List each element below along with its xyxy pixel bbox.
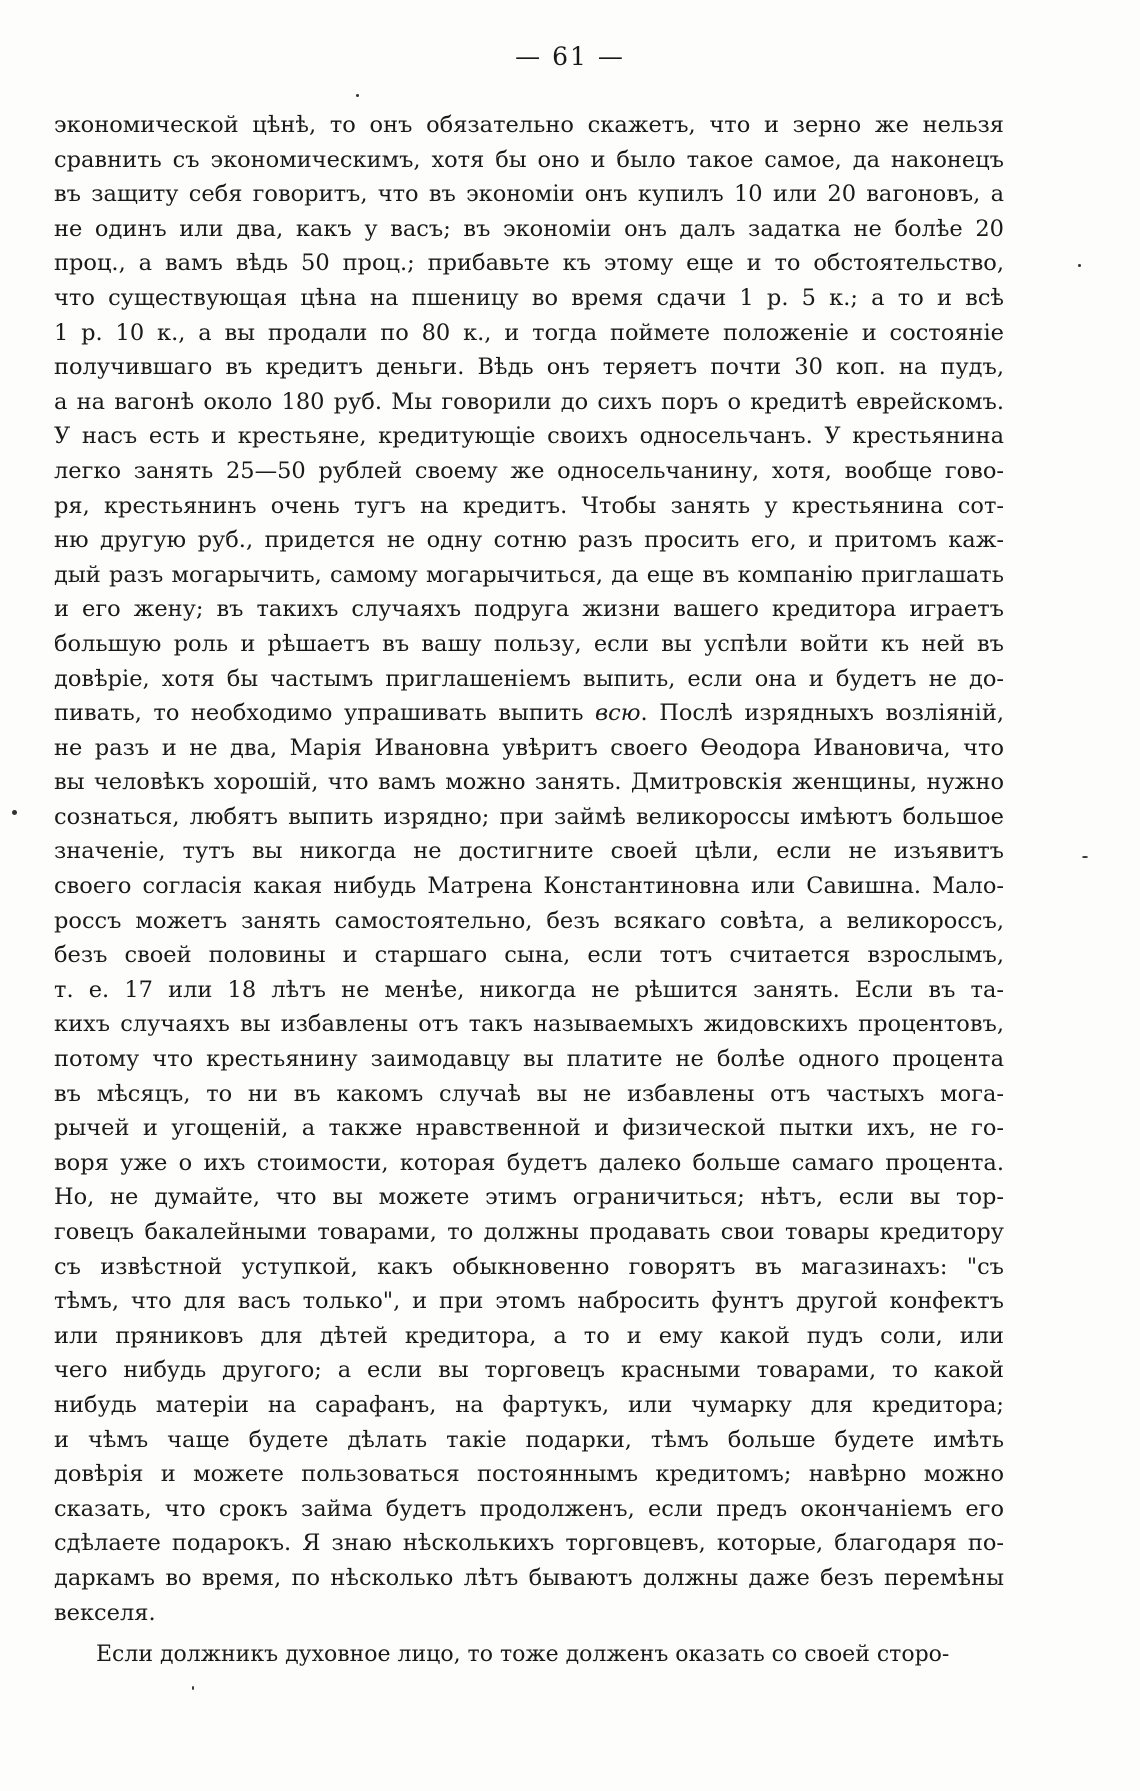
body-text — [54, 108, 1004, 1673]
scan-speck — [1082, 856, 1088, 858]
text-line: не одинъ или два, какъ у васъ; въ экономіи онъ далъ задатка не болѣе 20 — [54, 215, 1004, 242]
text-line: рычей и угощеній, а также нравственной и физической пытки ихъ, не го- — [54, 1115, 1004, 1142]
scan-speck — [1078, 264, 1081, 267]
text-line: довѣрія и можете пользоваться постояннымъ кредитомъ; навѣрно можно — [54, 1461, 1004, 1488]
text-line: Но, не думайте, что вы можете этимъ ограничиться; нѣтъ, если вы тор- — [54, 1184, 1004, 1211]
text-line: значеніе, тутъ вы никогда не достигните своей цѣли, если не изъявитъ — [54, 838, 1004, 865]
text-line: вы человѣкъ хорошій, что вамъ можно занять. Дмитровскія женщины, нужно — [54, 769, 1004, 796]
text-line: и чѣмъ чаще будете дѣлать такіе подарки, тѣмъ больше будете имѣть — [54, 1426, 1004, 1453]
text-line: ню другую руб., придется не одну сотню разъ просить его, и притомъ каж- — [54, 527, 1004, 554]
paragraph-1 — [54, 108, 1004, 1630]
text-line: говецъ бакалейными товарами, то должны продавать свои товары кредитору — [54, 1219, 1004, 1245]
text-line: чего нибудь другого; а если вы торговецъ красными товарами, то какой — [54, 1357, 1004, 1384]
page-number: — 61 — — [515, 42, 625, 71]
text-line: своего согласія какая нибудь Матрена Константиновна или Савишна. Мало- — [54, 873, 1004, 900]
emphasized-word: всю — [595, 700, 641, 727]
text-line: нибудь матеріи на сарафанъ, на фартукъ, или чумарку для кредитора; — [54, 1391, 1004, 1418]
text-line: сказать, что срокъ займа будетъ продолженъ, если предъ окончаніемъ его — [54, 1495, 1004, 1522]
text-line: сравнить съ экономическимъ, хотя бы оно и было такое самое, да наконецъ — [54, 146, 1004, 173]
text-line: и его жену; въ такихъ случаяхъ подруга жизни вашего кредитора играетъ — [54, 596, 1004, 623]
text-line: что существующая цѣна на пшеницу во время сдачи 1 р. 5 к.; а то и всѣ — [54, 284, 1004, 311]
text-line: Если должникъ духовное лицо, то тоже долженъ оказать со своей сторо- — [96, 1642, 950, 1668]
text-line: большую роль и рѣшаетъ въ вашу пользу, если вы успѣли войти къ ней въ — [54, 630, 1004, 657]
text-line: безъ своей половины и старшаго сына, если тотъ считается взрослымъ, — [54, 942, 1004, 969]
text-line: пивать, то необходимо упрашивать выпить всю. Послѣ изрядныхъ возліяній, — [54, 700, 1004, 727]
text-line: У насъ есть и крестьяне, кредитующіе своихъ односельчанъ. У крестьянина — [54, 423, 1004, 450]
text-line: легко занять 25—50 рублей своему же односельчанину, хотя, вообще гово- — [54, 457, 1004, 484]
paragraph-gap — [54, 1630, 1004, 1638]
text-line: ря, крестьянинъ очень тугъ на кредитъ. Чтобы занять у крестьянина сот- — [54, 492, 1004, 519]
text-line: получившаго въ кредитъ деньги. Вѣдь онъ теряетъ почти 30 коп. на пудъ, — [54, 354, 1004, 381]
text-line: съ извѣстной уступкой, какъ обыкновенно говорятъ въ магазинахъ: "съ — [54, 1253, 1004, 1280]
text-line: векселя. — [54, 1599, 156, 1626]
paragraph-2 — [54, 1638, 1004, 1673]
text-line: экономической цѣнѣ, то онъ обязательно скажетъ, что и зерно же нельзя — [54, 112, 1004, 138]
text-line: въ мѣсяцъ, то ни въ какомъ случаѣ вы не избавлены отъ частыхъ мога- — [54, 1080, 1004, 1107]
text-line: воря уже о ихъ стоимости, которая будетъ далеко больше самаго процента. — [54, 1149, 1004, 1176]
scan-speck — [192, 1686, 194, 1690]
scan-speck — [12, 810, 17, 815]
text-line: или пряниковъ для дѣтей кредитора, а то и ему какой пудъ соли, или — [54, 1322, 1004, 1349]
text-line: не разъ и не два, Марія Ивановна увѣритъ своего Ѳеодора Ивановича, что — [54, 734, 1004, 761]
text-line: потому что крестьянину заимодавцу вы платите не болѣе одного процента — [54, 1046, 1004, 1073]
text-line: сдѣлаете подарокъ. Я знаю нѣсколькихъ торговцевъ, которые, благодаря по- — [54, 1530, 1004, 1557]
text-line: кихъ случаяхъ вы избавлены отъ такъ называемыхъ жидовскихъ процентовъ, — [54, 1011, 1004, 1038]
text-line: 1 р. 10 к., а вы продали по 80 к., и тогда поймете положеніе и состояніе — [54, 319, 1004, 346]
text-line: сознаться, любятъ выпить изрядно; при займѣ великороссы имѣютъ большое — [54, 803, 1004, 830]
text-line: т. е. 17 или 18 лѣтъ не менѣе, никогда не рѣшится занять. Если въ та- — [54, 976, 1004, 1003]
text-line: даркамъ во время, по нѣсколько лѣтъ бываютъ должны даже безъ перемѣны — [54, 1564, 1004, 1591]
text-line: тѣмъ, что для васъ только", и при этомъ набросить фунтъ другой конфектъ — [54, 1288, 1004, 1315]
text-line: россъ можетъ занять самостоятельно, безъ всякаго совѣта, а великороссъ, — [54, 907, 1004, 934]
text-line: проц., а вамъ вѣдь 50 проц.; прибавьте къ этому еще и то обстоятельство, — [54, 250, 1004, 277]
text-line: а на вагонѣ около 180 руб. Мы говорили до сихъ поръ о кредитѣ еврейскомъ. — [54, 388, 1004, 415]
text-line: довѣріе, хотя бы частымъ приглашеніемъ выпить, если она и будетъ не до- — [54, 665, 1004, 692]
text-line: въ защиту себя говоритъ, что въ экономіи онъ купилъ 10 или 20 вагоновъ, а — [54, 181, 1004, 208]
text-line: дый разъ могарычить, самому могарычиться, да еще въ компанію приглашать — [54, 561, 1004, 588]
scan-speck — [356, 94, 359, 97]
